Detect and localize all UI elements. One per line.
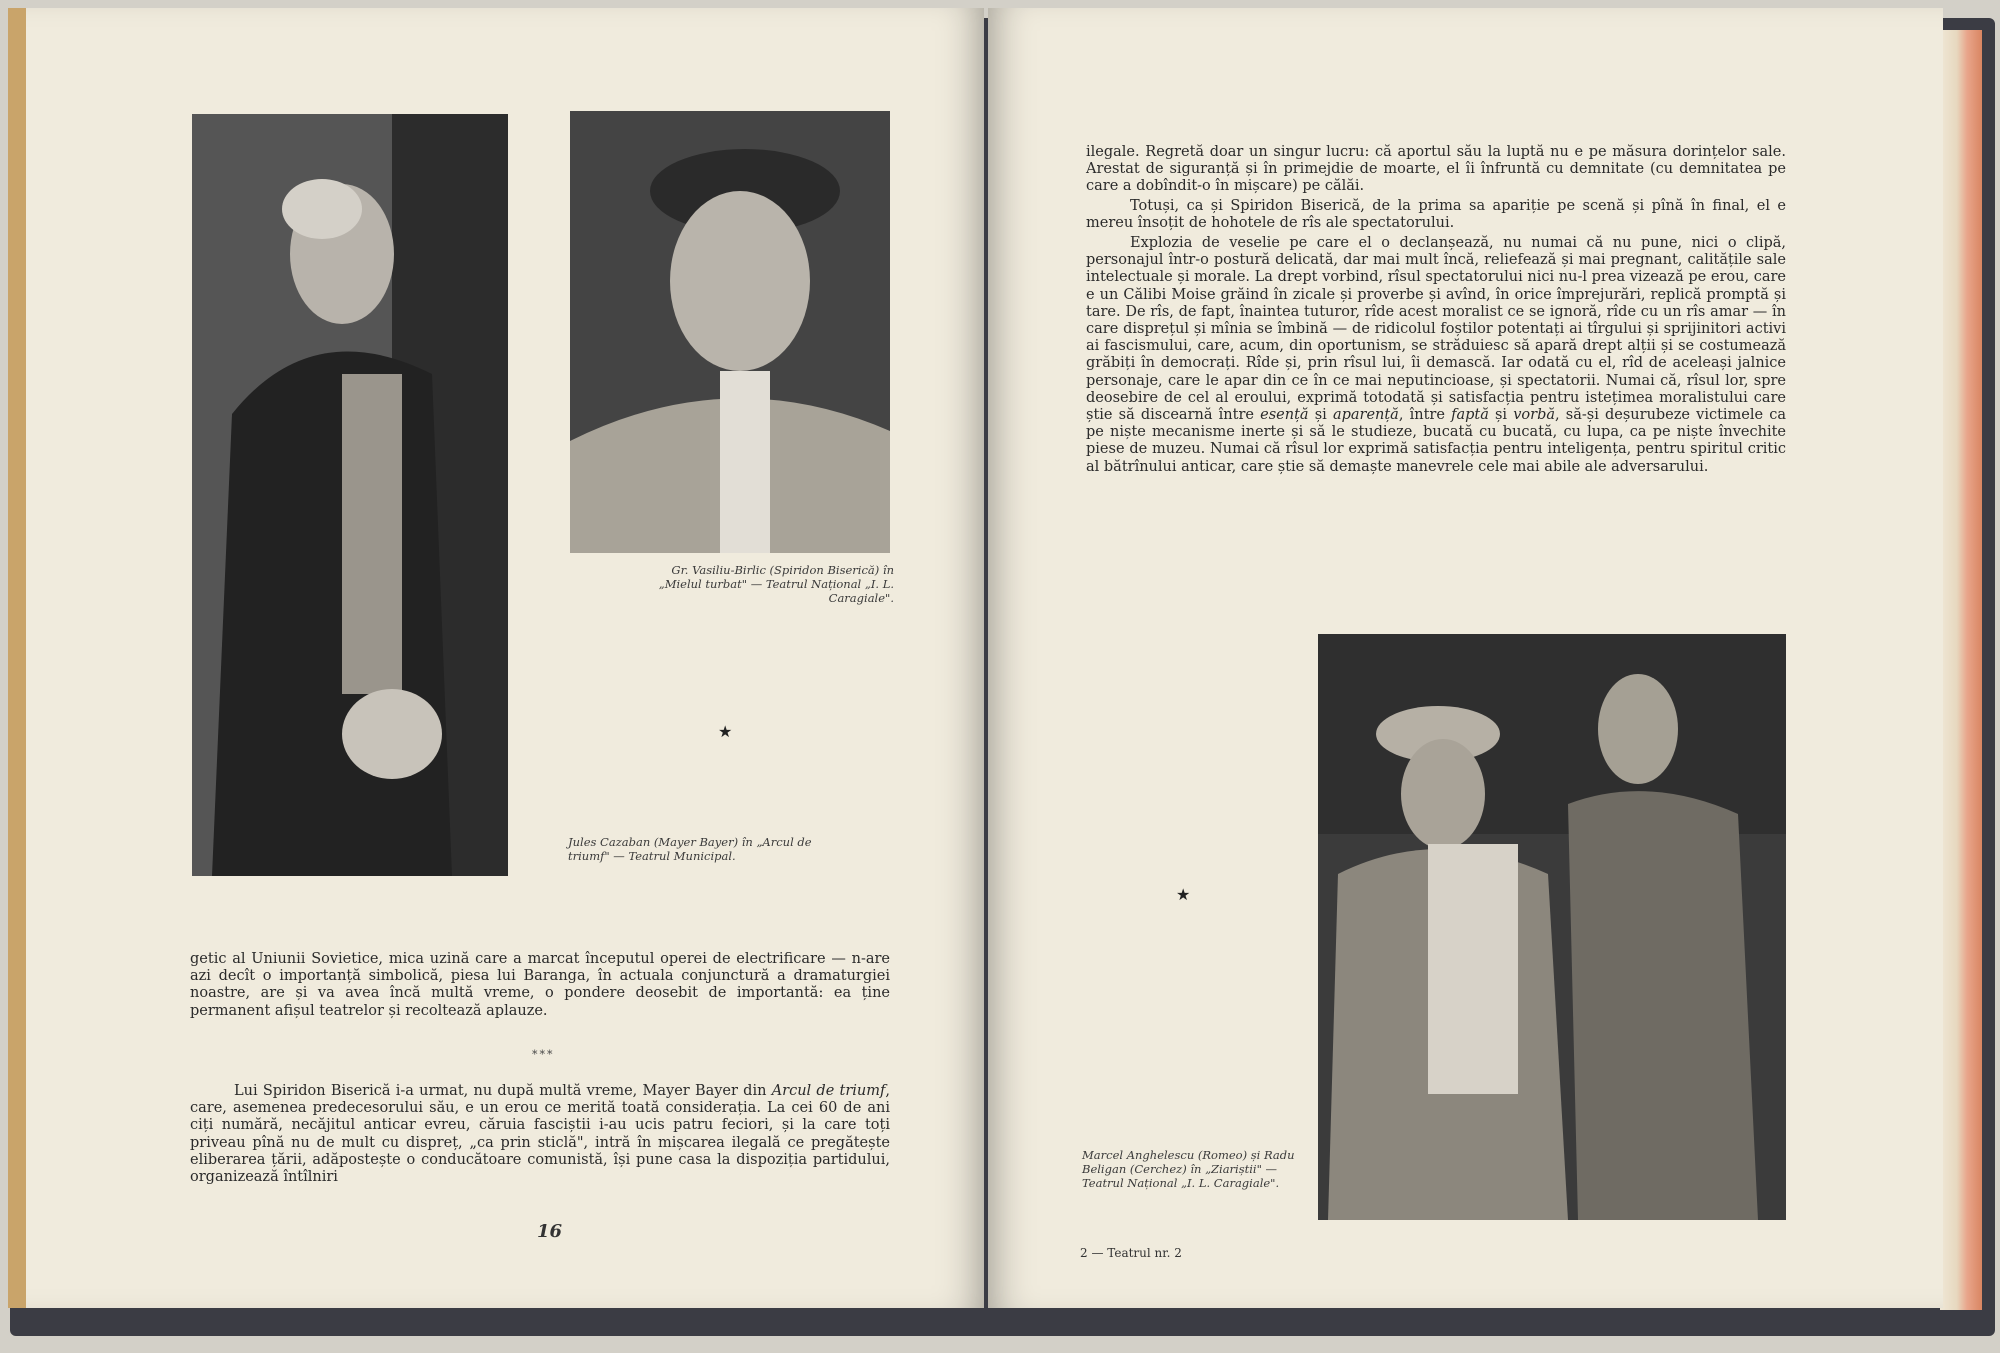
page-number: 16 [537,1221,563,1242]
right-page [988,8,1943,1308]
left-page [26,8,984,1308]
page-footer: 2 — Teatrul nr. 2 [1080,1246,1182,1260]
left-paragraph-1: getic al Uniunii Sovietice, mica uzină care a marcat începutul operei de electrificare — n-are azi decît o importanță simbolică, piesa lui Baranga, în actuala conjunctură a dramaturgiei noastre, are și va avea încă multă vreme, o pondere deosebit de importantă: ea ține permanent afișul teatrelor și recoltează aplauze. [190,951,890,1019]
caption-ziaristii: Marcel Anghelescu (Romeo) și Radu Beligan (Cerchez) în „Ziariștii" — Teatrul Național „I. L. Caragiale". [1082,1148,1295,1190]
page-edges-right [1940,30,1982,1310]
star-ornament: ★ [718,722,733,741]
photo-anghelescu-beligan [1318,634,1786,1220]
right-paragraph-3: Explozia de veselie pe care el o declanșează, nu numai că nu pune, nici o clipă, personajul într-o postură delicată, dar mai mult încă, reliefează și mai pregnant, calitățile sale intelectuale și morale. La drept vorbind, rîsul spectatorului nici nu-l prea vizează pe erou, care e un Călibi Moise grăind în zicale și proverbe și avînd, în orice împrejurări, replică promptă și tare. De rîs, de fapt, înaintea tuturor, rîde acest moralist ce se ignoră, rîde cu un rîs amar — în care disprețul și mînia se îmbină — de ridicolul foștilor potentați ai tîrgului și sprijinitori activi ai fascismului, care, acum, din oportunism, se străduiesc să apară drept alții și se costumează grăbiți în democrați. Rîde și, prin rîsul lui, îi demască. Iar odată cu el, rîd de aceleași jalnice personaje, care le apar din ce în ce mai neputincioase, și spectatorii. Numai că, rîsul lor, spre deosebire de cel al eroului, exprimă totodată și satisfacția pentru istețimea moralistului care știe să discearnă între esență și aparență, între faptă și vorbă, să-și deșurubeze victimele ca pe niște mecanisme inerte și să le studieze, bucată cu bucată, cu lupa, ca pe niște învechite piese de muzeu. Numai că rîsul lor exprimă satisfacția pentru inteligența, pentru spiritul critic al bătrînului anticar, care știe să demaște manevrele cele mai abile ale adversarului. [1086,235,1787,475]
star-ornament: ★ [1176,885,1191,904]
left-paragraph-2: Lui Spiridon Biserică i-a urmat, nu după multă vreme, Mayer Bayer din Arcul de triumf, care, asemenea predecesorului său, e un erou ce merită toată considerația. La cei 60 de ani ciți numără, necăjitul anticar evreu, căruia fasciștii i-au ucis patru feciori, și la care toți priveau pînă nu de mult cu dispreț, „ca prin sticlă", intră în mișcarea ilegală ce pregătește eliberarea țării, adăpostește o conducătoare comunistă, își pune casa la dispoziția partidului, organizează întîlniri [190,1083,890,1186]
photo-cazaban [570,111,890,553]
right-paragraph-2: Totuși, ca și Spiridon Biserică, de la prima sa apariție pe scenă și pînă în final, el e mereu însoțit de hohotele de rîs ale spectatorului. [1086,198,1786,232]
photo-vasiliu-birlic [192,114,508,876]
caption-top: Gr. Vasiliu-Birlic (Spiridon Biserică) în „Mielul turbat" — Teatrul Național „I. L. Caragiale". [658,563,894,605]
right-paragraph-1: ilegale. Regretă doar un singur lucru: că aportul său la luptă nu e pe măsura dorințelor sale. Arestat de siguranță și în primejdie de moarte, el îi înfruntă cu demnitate (cu demnitatea pe care a dobîndit-o în mișcare) pe călăi. [1086,144,1786,195]
section-separator: *** [532,1048,555,1061]
caption-bottom: Jules Cazaban (Mayer Bayer) în „Arcul de triumf" — Teatrul Municipal. [568,835,812,863]
